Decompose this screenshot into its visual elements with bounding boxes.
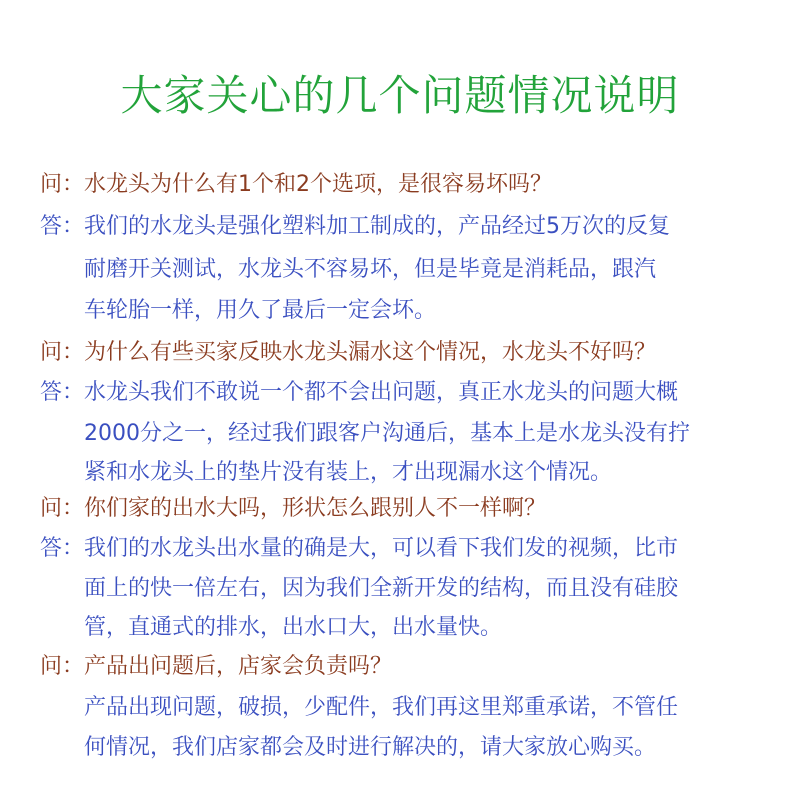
- answer-1-line-2: 耐磨开关测试，水龙头不容易坏，但是毕竟是消耗品，跟汽: [84, 257, 657, 282]
- answer-3-line-1: 答：我们的水龙头出水量的确是大，可以看下我们发的视频，比市: [40, 536, 679, 561]
- question-2: 问：为什么有些买家反映水龙头漏水这个情况，水龙头不好吗？: [40, 340, 657, 365]
- answer-4-line-2: 何情况，我们店家都会及时进行解决的，请大家放心购买。: [84, 735, 657, 760]
- answer-1-line-3: 车轮胎一样，用久了最后一定会坏。: [84, 298, 437, 323]
- question-1: 问：水龙头为什么有1个和2个选项，是很容易坏吗？: [40, 172, 552, 197]
- answer-2-line-3: 紧和水龙头上的垫片没有装上，才出现漏水这个情况。: [84, 460, 613, 485]
- answer-1-line-1: 答：我们的水龙头是强化塑料加工制成的，产品经过5万次的反复: [40, 214, 670, 239]
- question-3: 问：你们家的出水大吗，形状怎么跟别人不一样啊？: [40, 496, 547, 521]
- answer-3-line-3: 管，直通式的排水，出水口大，出水量快。: [84, 615, 503, 640]
- question-4: 问：产品出问题后，店家会负责吗？: [40, 654, 393, 679]
- answer-2-line-2: 2000分之一，经过我们跟客户沟通后，基本上是水龙头没有拧: [84, 421, 690, 446]
- page-title: 大家关心的几个问题情况说明: [120, 71, 680, 120]
- answer-4-line-1: 产品出现问题，破损，少配件，我们再这里郑重承诺，不管任: [84, 695, 679, 720]
- answer-3-line-2: 面上的快一倍左右，因为我们全新开发的结构，而且没有硅胶: [84, 576, 679, 601]
- answer-2-line-1: 答：水龙头我们不敢说一个都不会出问题，真正水龙头的问题大概: [40, 380, 679, 405]
